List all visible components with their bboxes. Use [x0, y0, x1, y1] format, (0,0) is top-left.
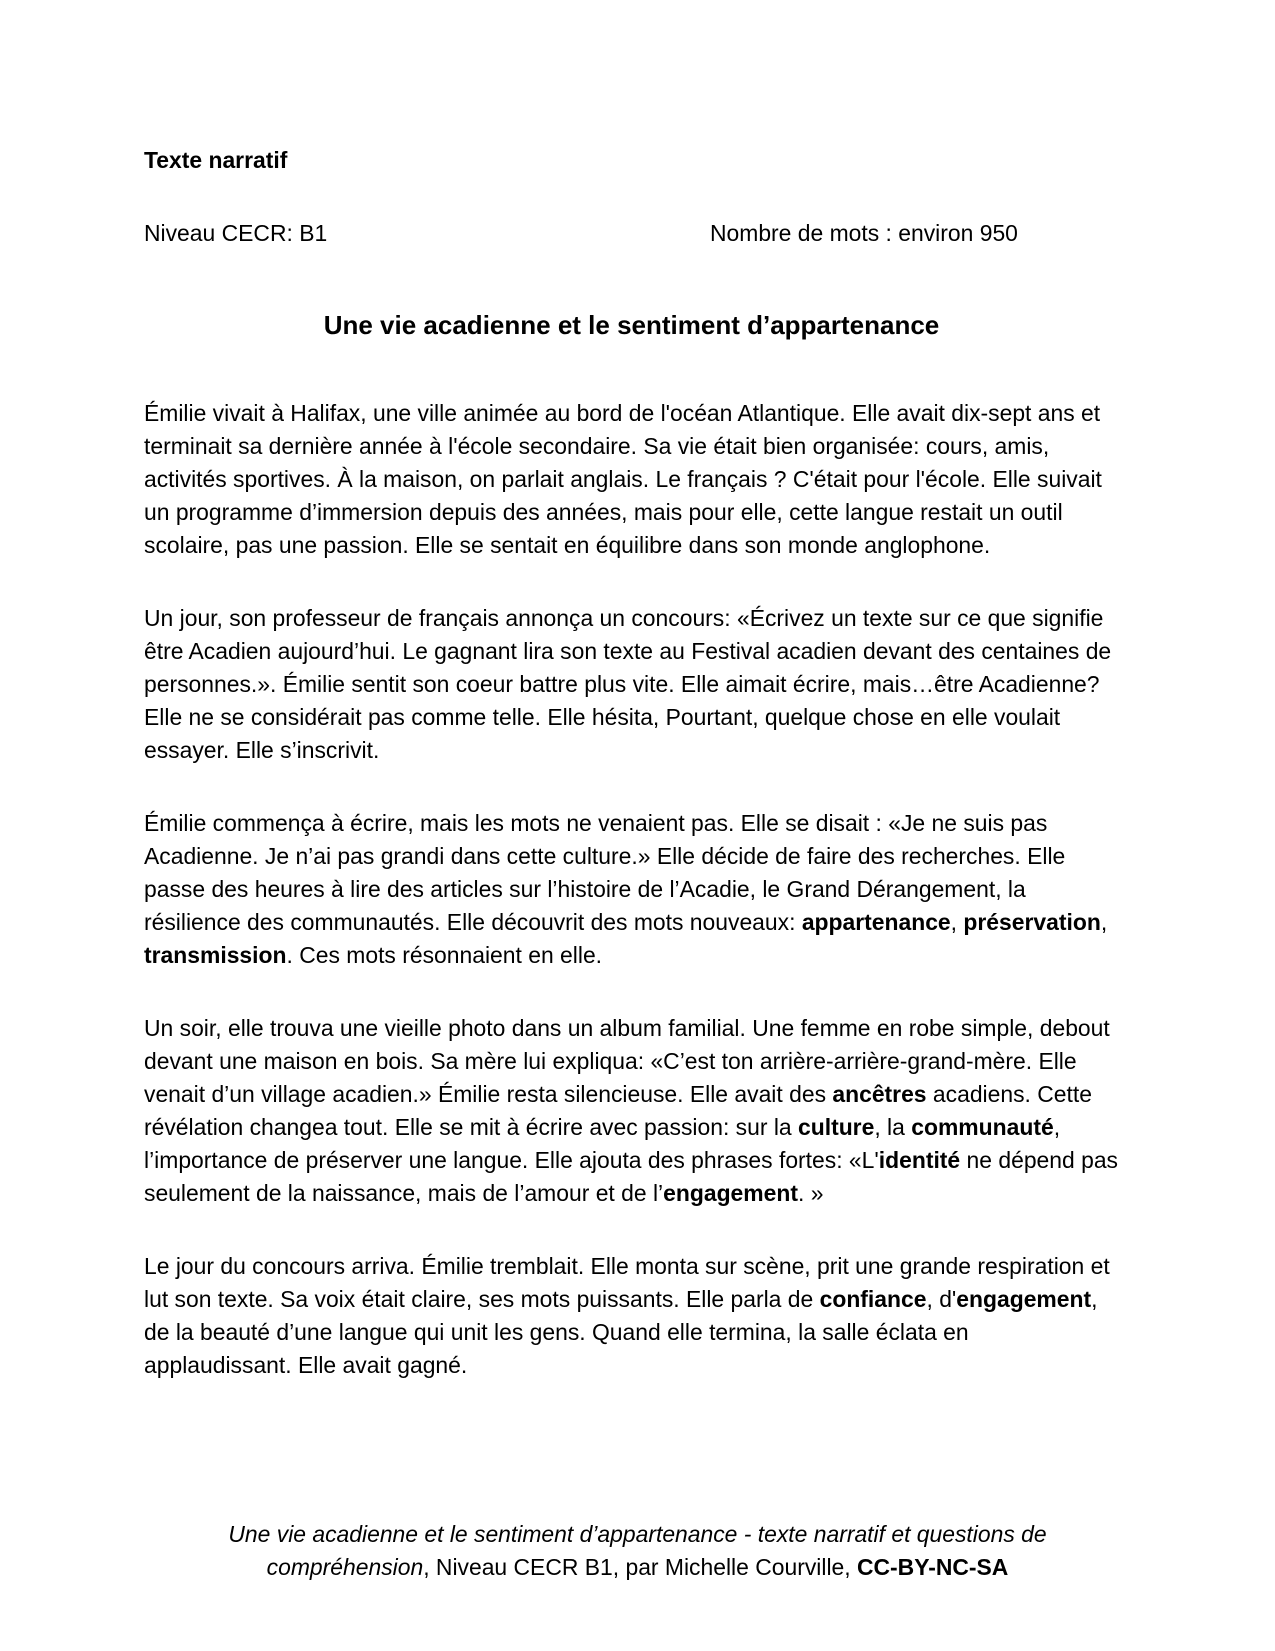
page-title: Une vie acadienne et le sentiment d’appartenance: [323, 310, 940, 340]
body-paragraph: [144, 807, 1119, 972]
text-run: Le jour du concours arriva. Émilie tremblait. Elle monta sur scène, prit une grande respiration et lut son texte. Sa voix était claire, ses mots puissants. Elle parla de: [144, 1253, 1110, 1312]
styled-text-run: communauté: [911, 1114, 1054, 1140]
text-run: , de la beauté d’une langue qui unit les gens. Quand elle termina, la salle éclata en applaudissant. Elle avait gagné.: [144, 1286, 1098, 1378]
body-paragraph: [144, 602, 1119, 767]
text-run: acadiens. Cette révélation changea tout. Elle se mit à écrire avec passion: sur la: [144, 1081, 1092, 1140]
text-run: , l’importance de préserver une langue. Elle ajouta des phrases fortes: «L': [144, 1114, 1061, 1173]
text-run: ne dépend pas seulement de la naissance, mais de l’amour et de l’: [144, 1147, 1119, 1206]
text-run: Émilie commença à écrire, mais les mots ne venaient pas. Elle se disait : «Je ne suis pas Acadienne. Je n’ai pas grandi dans cette culture.» Elle décide de faire des recherches. Elle passe des heures à lire des articles sur l’histoire de l’Acadie, le Grand Dérangement, la résilience des communautés. Elle découvrit des mots nouveaux:: [144, 810, 1066, 935]
styled-text-run: Une vie acadienne et le sentiment d’appartenance - texte narratif et questions de compréhension: [228, 1521, 1047, 1580]
styled-text-run: CC-BY-NC-SA: [857, 1554, 1009, 1580]
styled-text-run: engagement: [956, 1286, 1092, 1312]
text-run: ,: [1100, 909, 1108, 935]
styled-text-run: confiance: [819, 1286, 927, 1312]
styled-text-run: ancêtres: [832, 1081, 927, 1107]
styled-text-run: préservation: [963, 909, 1101, 935]
styled-text-run: transmission: [144, 942, 287, 968]
page-content: [144, 144, 1119, 1422]
footer: [0, 1518, 1275, 1584]
text-run: , d': [926, 1286, 957, 1312]
body-paragraph: [144, 1250, 1119, 1382]
styled-text-run: identité: [878, 1147, 961, 1173]
text-run: Un soir, elle trouva une vieille photo dans un album familial. Une femme en robe simple, debout devant une maison en bois. Sa mère lui expliqua: «C’est ton arrière-arrière-grand-mère. Elle venait d’un village acadien.» Émilie resta silencieuse. Elle avait des: [144, 1015, 1110, 1107]
doc-type-label: Texte narratif: [144, 147, 288, 173]
styled-text-run: appartenance: [801, 909, 951, 935]
text-run: . »: [797, 1180, 824, 1206]
text-run: . Ces mots résonnaient en elle.: [286, 942, 603, 968]
text-run: ,: [950, 909, 964, 935]
styled-text-run: culture: [798, 1114, 875, 1140]
meta-row: [144, 217, 1119, 250]
text-run: , Niveau CECR B1, par Michelle Courville,: [423, 1554, 857, 1580]
styled-text-run: engagement: [663, 1180, 798, 1206]
word-count-label: Nombre de mots : environ 950: [710, 220, 1018, 246]
text-run: , la: [874, 1114, 912, 1140]
body-paragraph: [144, 397, 1119, 562]
text-run: Émilie vivait à Halifax, une ville animée au bord de l'océan Atlantique. Elle avait dix-sept ans et terminait sa dernière année à l'école secondaire. Sa vie était bien organisée: cours, amis, activités sportives. À la maison, on parlait anglais. Le français ? C'était pour l'école. Elle suivait un programme d’immersion depuis des années, mais pour elle, cette langue restait un outil scolaire, pas une passion. Elle se sentait en équilibre dans son monde anglophone.: [144, 400, 1102, 558]
body-paragraphs: [144, 397, 1119, 1382]
footer-attribution: [188, 1518, 1088, 1584]
level-label: Niveau CECR: B1: [144, 220, 328, 246]
text-run: Un jour, son professeur de français annonça un concours: «Écrivez un texte sur ce que signifie être Acadien aujourd’hui. Le gagnant lira son texte au Festival acadien devant des centaines de personnes.». Émilie sentit son coeur battre plus vite. Elle aimait écrire, mais…être Acadienne? Elle ne se considérait pas comme telle. Elle hésita, Pourtant, quelque chose en elle voulait essayer. Elle s’inscrivit.: [144, 605, 1112, 763]
body-paragraph: [144, 1012, 1119, 1210]
